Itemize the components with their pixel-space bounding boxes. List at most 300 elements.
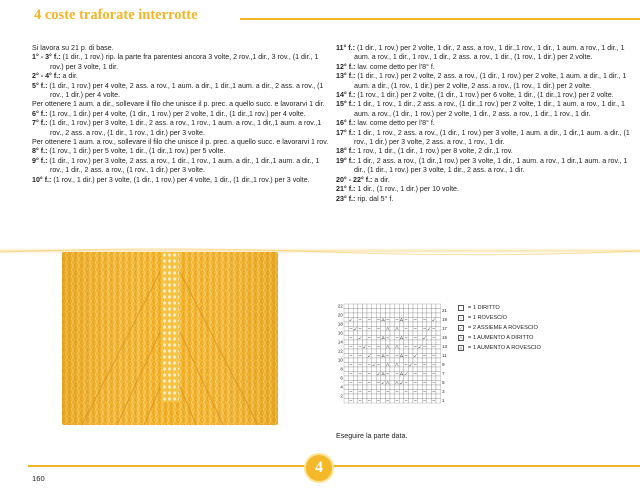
chart-cell [418, 322, 423, 327]
legend-item-blank [458, 303, 608, 313]
chart-cell [404, 376, 409, 381]
chart-cell [381, 385, 386, 390]
chart-cell [381, 363, 386, 368]
chart-cell [349, 309, 354, 314]
chart-cell [418, 358, 423, 363]
chart-cell [344, 322, 349, 327]
chart-cell [413, 340, 418, 345]
chart-cell [385, 376, 390, 381]
chart-cell [353, 354, 358, 359]
instructions-right-column [336, 44, 636, 204]
instruction-paragraph [336, 91, 636, 100]
chart-cell [344, 385, 349, 390]
inc-k-symbol-icon [458, 335, 464, 341]
chart-cell [418, 376, 423, 381]
chart-cell [372, 309, 377, 314]
chart-cell [372, 345, 377, 350]
chart-cell [367, 376, 372, 381]
chart-cell [427, 363, 432, 368]
chart-cell [436, 354, 441, 359]
chart-cell [362, 327, 367, 332]
chart-cell [372, 358, 377, 363]
chart-cell [408, 313, 413, 318]
chart-cell [399, 309, 404, 314]
row-label: 16° f.: [336, 119, 356, 128]
chart-cell [427, 340, 432, 345]
chart-cell [372, 399, 377, 404]
instruction-text: (1 dir., 1 rov.) per 2 volte, 2 ass. a rov., (1 dir., 1 rov.) per 2 volte, 1 aum. a dir., 1 dir., 1 aum. a dir., (1 rov., 1 dir.) per 2 volte, 2 ass. a rov., (1 rov., 1 dir.) per 2 volte. [354, 72, 627, 90]
chart-cell [399, 358, 404, 363]
chart-cell [358, 304, 363, 309]
chart-cell [436, 309, 441, 314]
chart-cell [427, 394, 432, 399]
row-label: 20° - 22° f.: [336, 175, 373, 184]
chart-cell [408, 399, 413, 404]
chart-cell [436, 363, 441, 368]
row-label: 5° f.: [32, 81, 48, 90]
chart-cell [372, 304, 377, 309]
chart-cell [422, 331, 427, 336]
chart-note: Eseguire la parte data. [336, 432, 408, 440]
chart-cell [349, 376, 354, 381]
chart-cell [381, 345, 386, 350]
chart-grid [344, 304, 441, 403]
chart-cell [399, 390, 404, 395]
chart-cell [431, 358, 436, 363]
chapter-badge: 4 [304, 453, 334, 483]
chart-cell [362, 372, 367, 377]
blank-symbol-icon [458, 305, 464, 311]
chart-cell [358, 309, 363, 314]
instruction-paragraph [336, 119, 636, 128]
chart-cell [404, 394, 409, 399]
chart-cell [353, 367, 358, 372]
chart-cell [418, 372, 423, 377]
chart-cell [436, 313, 441, 318]
chart-cell [381, 358, 386, 363]
chart-cell [395, 331, 400, 336]
chart-symbol-p2tog [460, 327, 463, 330]
chart-cell [385, 313, 390, 318]
legend-item-dash [458, 313, 608, 323]
chart-cell [431, 331, 436, 336]
chart-cell [390, 318, 395, 323]
chart-cell [376, 385, 381, 390]
chart-cell [418, 309, 423, 314]
knitting-chart [334, 302, 454, 404]
chart-cell [353, 372, 358, 377]
chart-cell [372, 327, 377, 332]
chart-cell [372, 372, 377, 377]
instruction-paragraph [336, 63, 636, 72]
chart-cell [395, 340, 400, 345]
chart-cell [399, 394, 404, 399]
chart-cell [367, 340, 372, 345]
chart-row-number: 6 [340, 375, 343, 381]
chart-cell [362, 349, 367, 354]
chart-cell [376, 340, 381, 345]
instruction-text: (1 rov., 1 dir.) per 4 volte, (1 dir., 1 rov.) per 2 volte, 1 dir., (1 dir.,1 rov.) per 4 volte. [47, 109, 306, 118]
chart-cell [408, 331, 413, 336]
chart-cell [399, 399, 404, 404]
chart-cell [367, 313, 372, 318]
chart-cell [372, 394, 377, 399]
chart-cell [353, 345, 358, 350]
legend-item-inc-p [458, 343, 608, 353]
chart-cell [358, 331, 363, 336]
chart-cell [399, 385, 404, 390]
chart-row-number: 13 [442, 344, 447, 350]
chart-cell [353, 349, 358, 354]
instruction-paragraph [336, 44, 636, 63]
chart-row-number: 12 [337, 348, 343, 354]
chart-cell [362, 309, 367, 314]
instruction-paragraph [336, 147, 636, 156]
chart-cell [353, 340, 358, 345]
chart-cell [395, 385, 400, 390]
row-label: 15° f.: [336, 100, 356, 109]
chart-cell [372, 381, 377, 386]
chart-cell [344, 304, 349, 309]
chart-cell [376, 367, 381, 372]
instruction-paragraph [336, 72, 636, 91]
chart-cell [376, 358, 381, 363]
chart-cell [408, 345, 413, 350]
chart-cell [344, 349, 349, 354]
chart-cell [367, 309, 372, 314]
chart-row-number: 21 [442, 308, 447, 314]
instruction-paragraph [336, 129, 636, 148]
chart-cell [408, 336, 413, 341]
instruction-text: a dir. [60, 72, 78, 81]
chart-cell [395, 304, 400, 309]
chart-cell [362, 363, 367, 368]
chart-cell [408, 304, 413, 309]
chart-cell [349, 385, 354, 390]
legend-label: = 2 ASSIEME A ROVESCIO [468, 325, 538, 332]
chart-cell [390, 327, 395, 332]
chart-cell [367, 358, 372, 363]
chart-cell [408, 394, 413, 399]
chart-cell [436, 358, 441, 363]
chart-cell [427, 309, 432, 314]
chart-cell [385, 385, 390, 390]
chart-cell [390, 336, 395, 341]
chart-row-number: 17 [442, 326, 447, 332]
chart-cell [344, 340, 349, 345]
chart-cell [404, 358, 409, 363]
chart-cell [404, 331, 409, 336]
chart-cell [385, 340, 390, 345]
chart-right-row-numbers [442, 308, 447, 403]
chart-cell [376, 322, 381, 327]
instruction-text: 1 dir., 2 ass. a rov., (1 dir.,1 rov.) per 3 volte, 1 dir., 1 aum. a rov., 1 dir.,1 aum. a rov., 1 dir., (1 dir., 1 rov.) per 3 volte, 1 dir., 2 ass. a rov., 1 dir. [354, 156, 628, 175]
chart-cell [381, 367, 386, 372]
chart-cell [418, 331, 423, 336]
instruction-text: (1 dir., 1 rov.) rip. la parte fra parentesi ancora 3 volte, 2 rov.,1 dir., 3 rov., (1 dir., 1 rov.) per 3 volte, 1 dir. [50, 53, 319, 71]
chart-cell [353, 331, 358, 336]
chart-cell [408, 372, 413, 377]
chart-cell [436, 367, 441, 372]
chart-cell [404, 367, 409, 372]
chart-cell [422, 322, 427, 327]
chart-cell [422, 376, 427, 381]
chart-cell [390, 354, 395, 359]
chart-cell [344, 367, 349, 372]
legend-label: = 1 DIRITTO [468, 305, 500, 311]
chart-cell [381, 309, 386, 314]
chart-cell [358, 322, 363, 327]
instruction-paragraph [32, 119, 332, 138]
chart-cell [390, 349, 395, 354]
chart-cell [367, 349, 372, 354]
legend-label: = 1 ROVESCIO [468, 315, 508, 322]
chart-cell [418, 327, 423, 332]
chart-cell [381, 340, 386, 345]
chart-cell [427, 345, 432, 350]
chart-cell [427, 349, 432, 354]
instruction-paragraph [336, 195, 636, 204]
chart-cell [422, 394, 427, 399]
title-rule [240, 18, 640, 20]
chart-cell [390, 309, 395, 314]
chart-cell [418, 349, 423, 354]
chart-legend [458, 303, 608, 353]
instruction-paragraph [32, 157, 332, 176]
chart-cell [422, 358, 427, 363]
chart-cell [408, 327, 413, 332]
chart-cell [418, 385, 423, 390]
legend-item-inc-k [458, 333, 608, 343]
chart-cell [362, 399, 367, 404]
instruction-text: (1 dir., 1 rov.) per 4 volte, 2 ass. a rov., 1 aum. a dir., 1 dir.,1 aum. a dir., 2 ass. a rov., (1 rov., 1 dir.) per 4 volte. [47, 81, 324, 100]
instruction-text: (1 dir., 1 rov.) per 2 volte, 1 dir., 2 ass. a rov., 1 dir.,1 rov., 1 dir., 1 aum. a rov., 1 dir., 1 aum. a rov., 1 dir., 1 rov., 1 dir., 2 ass. a rov., 1 dir., (1 rov., 1 dir.) per 2 volte. [354, 44, 625, 62]
chart-cell [427, 372, 432, 377]
chart-cell [381, 304, 386, 309]
chart-cell [418, 318, 423, 323]
chart-cell [427, 354, 432, 359]
chart-cell [431, 309, 436, 314]
instruction-text: lav. come detto per l'8° f. [355, 62, 435, 71]
instruction-text: Per ottenere 1 aum. a dir., sollevare il filo che unisce il p. prec. a quello succ. e lavorarvi 1 dir. [32, 100, 325, 109]
chart-cell [418, 367, 423, 372]
chart-cell [344, 354, 349, 359]
chart-cell [349, 349, 354, 354]
chart-cell [399, 345, 404, 350]
chart-cell [376, 331, 381, 336]
chart-cell [418, 336, 423, 341]
chart-symbol-inc-k [460, 337, 463, 340]
chart-cell [390, 390, 395, 395]
chart-cell [436, 390, 441, 395]
chart-cell [372, 313, 377, 318]
chart-cell [362, 340, 367, 345]
page-title: 4 coste traforate interrotte [34, 7, 198, 23]
chart-cell [362, 381, 367, 386]
chart-cell [427, 318, 432, 323]
chart-cell [353, 376, 358, 381]
chart-cell [413, 358, 418, 363]
chart-cell [422, 367, 427, 372]
chart-cell [372, 390, 377, 395]
chart-cell [427, 336, 432, 341]
knitted-swatch-photo [62, 252, 278, 425]
chart-cell [404, 385, 409, 390]
chart-cell [358, 385, 363, 390]
chart-cell [418, 381, 423, 386]
row-label: 6° f.: [32, 109, 48, 118]
chart-cell [381, 394, 386, 399]
chart-cell [376, 304, 381, 309]
chart-cell [362, 385, 367, 390]
chart-cell [376, 349, 381, 354]
chart-cell [372, 340, 377, 345]
chart-cell [418, 394, 423, 399]
chart-cell [367, 367, 372, 372]
chart-cell [344, 336, 349, 341]
chart-cell [344, 313, 349, 318]
row-label: 2° - 4° f.: [32, 72, 61, 81]
chart-cell [422, 340, 427, 345]
chart-cell [344, 327, 349, 332]
chart-row-number: 20 [337, 312, 343, 318]
row-label: 1° - 3° f.: [32, 53, 61, 62]
instruction-text: Per ottenere 1 aum. a rov., sollevare il filo che unisce il p. prec. a quello succ. e lavorarvi 1 rov. [32, 138, 329, 147]
chart-cell [376, 309, 381, 314]
chart-cell [395, 367, 400, 372]
chart-cell [422, 313, 427, 318]
chart-cell [395, 322, 400, 327]
chart-cell [418, 399, 423, 404]
chart-cell [431, 367, 436, 372]
chart-cell [381, 390, 386, 395]
chart-cell [353, 394, 358, 399]
chart-cell [390, 358, 395, 363]
instruction-text: lav. come detto per l'8° f. [355, 119, 435, 128]
chart-cell [413, 313, 418, 318]
chart-cell [362, 313, 367, 318]
chart-cell [408, 390, 413, 395]
chart-cell [344, 399, 349, 404]
chart-cell [413, 376, 418, 381]
chart-cell [349, 394, 354, 399]
chart-cell [372, 318, 377, 323]
chart-row-number: 22 [337, 303, 343, 309]
chart-cell [390, 367, 395, 372]
chart-cell [404, 309, 409, 314]
chart-cell [344, 390, 349, 395]
chart-cell [422, 385, 427, 390]
chart-cell [372, 336, 377, 341]
row-label: 14° f.: [336, 91, 356, 100]
chart-cell [362, 358, 367, 363]
instruction-text: (1 dir., 1 rov.) per 3 volte, 2 ass. a rov., 1 dir., 1 rov., 1 aum. a dir., 1 dir.,1 aum. a dir., 1 rov., 1 dir., 2 ass. a rov., (1 rov., 1 dir.) per 3 volte. [47, 156, 320, 175]
chart-cell [349, 322, 354, 327]
chart-cell [353, 381, 358, 386]
chart-cell [408, 354, 413, 359]
chart-cell [431, 349, 436, 354]
chart-cell [372, 367, 377, 372]
chart-cell [353, 399, 358, 404]
chart-cell [353, 363, 358, 368]
chart-cell [399, 349, 404, 354]
instruction-paragraph [336, 157, 636, 176]
chart-row-number: 10 [337, 357, 343, 363]
chart-cell [436, 322, 441, 327]
row-label: 7° f.: [32, 119, 48, 128]
chart-cell [381, 331, 386, 336]
chart-cell [344, 372, 349, 377]
row-label: 17° f.: [336, 128, 356, 137]
chart-cell [422, 304, 427, 309]
legend-item-p2tog [458, 323, 608, 333]
chart-cell [353, 322, 358, 327]
chart-cell [353, 385, 358, 390]
row-label: 12° f.: [336, 62, 356, 71]
chart-cell [436, 399, 441, 404]
chart-cell [436, 376, 441, 381]
chart-cell [431, 322, 436, 327]
chart-cell [427, 376, 432, 381]
chart-cell [390, 376, 395, 381]
inc-p-symbol-icon [458, 345, 464, 351]
instruction-text: Si lavora su 21 p. di base. [32, 44, 114, 52]
chart-cell [344, 394, 349, 399]
chart-symbol-inc-p [460, 347, 463, 350]
instruction-text: (1 rov., 1 dir.) per 2 volte, (1 dir., 1 rov.) per 6 volte, 1 dir., (1 dir.,1 rov.) per 2 volte. [355, 91, 614, 100]
chart-cell [381, 399, 386, 404]
chart-cell [367, 304, 372, 309]
chart-cell [408, 322, 413, 327]
chart-cell [385, 394, 390, 399]
chart-cell [353, 304, 358, 309]
chart-cell [395, 394, 400, 399]
chart-cell [367, 331, 372, 336]
row-label: 11° f.: [336, 44, 356, 52]
chart-cell [390, 381, 395, 386]
chart-cell [395, 349, 400, 354]
chart-cell [385, 309, 390, 314]
instruction-paragraph [32, 82, 332, 101]
chart-cell [418, 354, 423, 359]
chart-cell [395, 358, 400, 363]
chart-cell [344, 363, 349, 368]
chart-cell [436, 385, 441, 390]
chart-row-number: 8 [340, 366, 343, 372]
chart-row-number: 5 [442, 380, 445, 386]
row-label: 13° f.: [336, 72, 356, 81]
chart-cell [344, 381, 349, 386]
chart-cell [344, 345, 349, 350]
chart-cell [422, 349, 427, 354]
chart-row-number: 19 [442, 317, 447, 323]
instruction-text: 1 dir., 1 rov., 1 dir., 2 ass. a rov., (1 dir.,1 rov.) per 2 volte, 1 dir., 1 aum. a rov., 1 dir., 1 aum. a rov., (1 dir., 1 rov.) per 2 volte, 1 dir., 2 ass. a rov., 1 dir., 1 rov., 1 dir. [354, 100, 625, 118]
chart-cell [390, 304, 395, 309]
chart-cell [431, 376, 436, 381]
chart-cell [381, 349, 386, 354]
chart-cell [418, 390, 423, 395]
chart-cell [436, 349, 441, 354]
chart-cell [399, 331, 404, 336]
chart-left-row-numbers [338, 304, 343, 399]
instruction-paragraph [336, 176, 636, 185]
chart-row-number: 18 [337, 321, 343, 327]
chart-cell [418, 363, 423, 368]
legend-label: = 1 AUMENTO A DIRITTO [468, 335, 534, 342]
chart-cell [353, 358, 358, 363]
chart-cell [353, 309, 358, 314]
chart-row-number: 4 [340, 384, 343, 390]
